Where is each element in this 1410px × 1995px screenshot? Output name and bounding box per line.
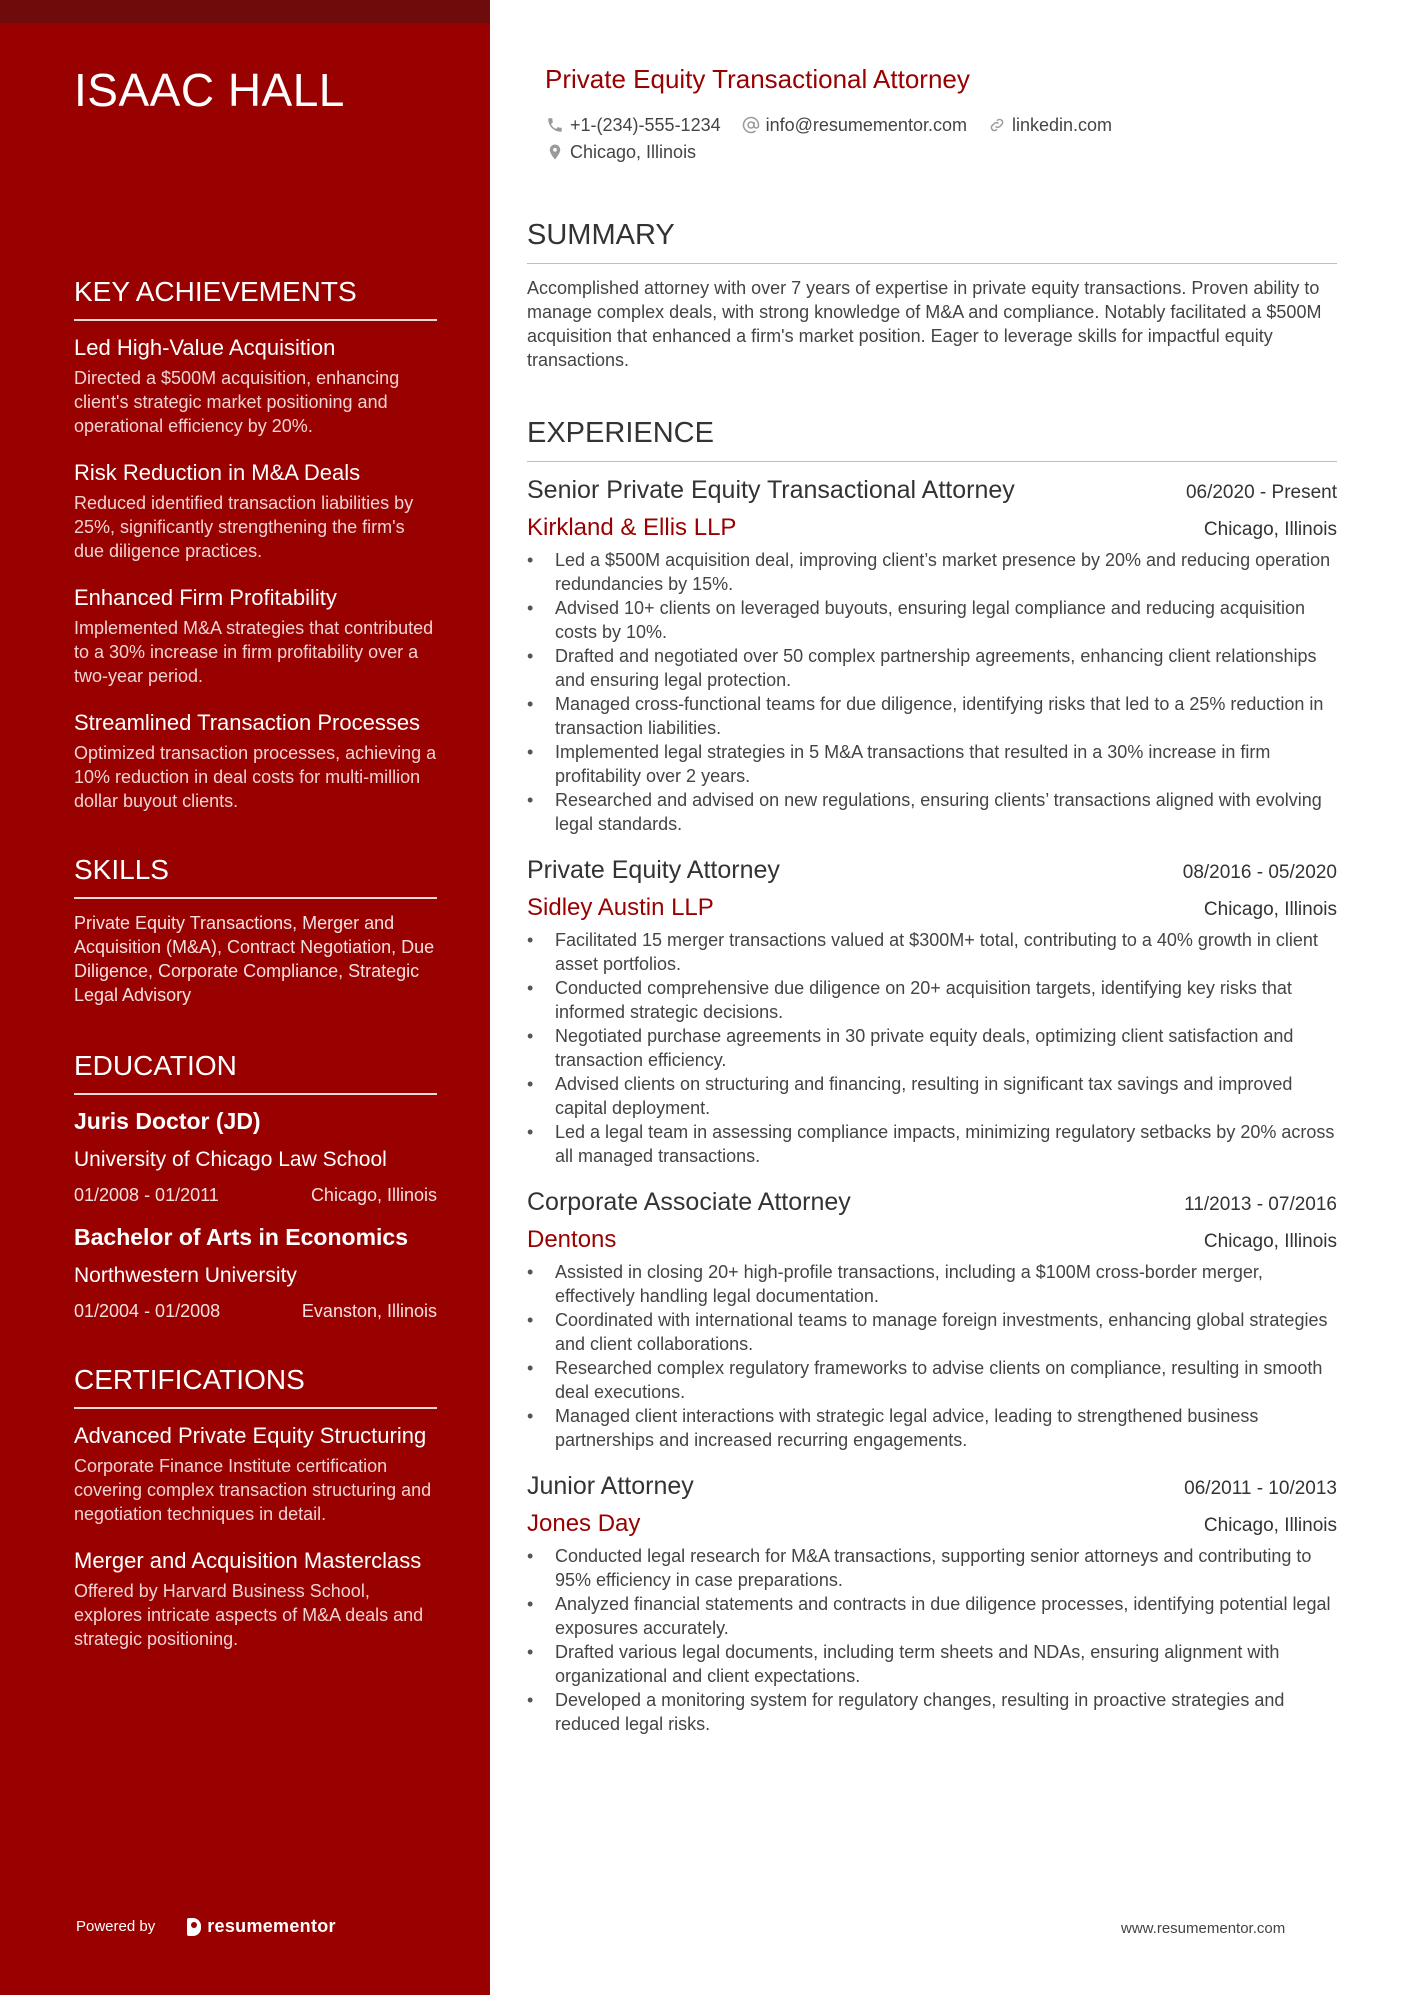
skills-section — [74, 853, 437, 1007]
achievement-item — [74, 458, 437, 563]
contact-email[interactable] — [741, 115, 967, 136]
linkedin-text: linkedin.com — [1011, 114, 1113, 135]
edu-school: University of Chicago Law School — [74, 1148, 387, 1171]
sidebar — [0, 0, 490, 1995]
job-bullet: • Facilitated 15 merger transactions valued at $300M+ total, contributing to a 40% growth in client asset portfolios. — [527, 928, 1337, 976]
job-bullet: • Researched complex regulatory frameworks to advise clients on compliance, resulting in smooth deal executions. — [527, 1356, 1337, 1404]
experience-section — [527, 416, 1337, 1736]
achievement-title: Streamlined Transaction Processes — [74, 710, 421, 735]
certifications-section — [74, 1363, 437, 1651]
job-location: Chicago, Illinois — [1203, 519, 1337, 540]
link-icon — [987, 115, 1007, 135]
job-company: Sidley Austin LLP — [527, 894, 714, 921]
job-company: Kirkland & Ellis LLP — [527, 514, 737, 541]
job-bullet: • Led a legal team in assessing compliance impacts, minimizing regulatory setbacks by 20% across all managed transactions. — [527, 1120, 1337, 1168]
at-sign-icon — [741, 115, 761, 135]
job-bullet: • Led a $500M acquisition deal, improving client’s market presence by 20% and reducing operation redundancies by 15%. — [527, 548, 1337, 596]
education-title: EDUCATION — [74, 1049, 437, 1095]
achievements-section — [74, 275, 437, 813]
edu-dates: 01/2004 - 01/2008 — [74, 1301, 221, 1321]
phone-icon — [545, 115, 565, 135]
edu-meta — [74, 1183, 437, 1207]
job-location: Chicago, Illinois — [1203, 1515, 1337, 1536]
job-dates: 08/2016 - 05/2020 — [1182, 862, 1337, 883]
certification-desc: Corporate Finance Institute certification covering complex transaction structuring and negotiation techniques in detail. — [74, 1456, 432, 1524]
job-dates: 06/2020 - Present — [1185, 482, 1337, 503]
experience-title: EXPERIENCE — [527, 416, 1337, 462]
job-bullet: • Managed cross-functional teams for due diligence, identifying risks that led to a 25% reduction in transaction liabilities. — [527, 692, 1337, 740]
certification-item — [74, 1421, 437, 1526]
job-company: Jones Day — [527, 1510, 641, 1537]
powered-by — [76, 1916, 336, 1937]
job-bullet: • Implemented legal strategies in 5 M&A transactions that resulted in a 30% increase in firm profitability over 2 years. — [527, 740, 1337, 788]
edu-degree: Bachelor of Arts in Economics — [74, 1224, 408, 1250]
job-bullet: • Analyzed financial statements and contracts in due diligence processes, identifying potential legal exposures accurately. — [527, 1592, 1337, 1640]
certification-title: Advanced Private Equity Structuring — [74, 1423, 427, 1448]
edu-school: Northwestern University — [74, 1264, 297, 1287]
skills-title: SKILLS — [74, 853, 437, 899]
job-bullet: • Developed a monitoring system for regulatory changes, resulting in proactive strategies and reduced legal risks. — [527, 1688, 1337, 1736]
certifications-title: CERTIFICATIONS — [74, 1363, 437, 1409]
job-bullet: • Assisted in closing 20+ high-profile transactions, including a $100M cross-border merger, effectively handling legal documentation. — [527, 1260, 1337, 1308]
job-bullet: • Drafted and negotiated over 50 complex partnership agreements, enhancing client relationships and ensuring legal protection. — [527, 644, 1337, 692]
education-section — [74, 1049, 437, 1323]
contact-info — [545, 112, 1335, 166]
footer-url[interactable]: www.resumementor.com — [1121, 1920, 1286, 1937]
experience-item — [527, 854, 1337, 1168]
edu-degree: Juris Doctor (JD) — [74, 1108, 261, 1134]
achievement-desc: Reduced identified transaction liabilities by 25%, significantly strengthening the firm's due diligence practices. — [74, 493, 414, 561]
summary-text: Accomplished attorney with over 7 years of expertise in private equity transactions. Proven ability to manage complex deals, with strong knowledge of M&A and compliance. Notably facilitated a $500M acquisition that enhanced a firm's market position. Eager to leverage skills for impactful equity transactions. — [527, 278, 1322, 370]
job-bullet: • Researched and advised on new regulations, ensuring clients’ transactions aligned with evolving legal standards. — [527, 788, 1337, 836]
job-bullet: • Negotiated purchase agreements in 30 private equity deals, optimizing client satisfaction and transaction efficiency. — [527, 1024, 1337, 1072]
job-bullets — [527, 548, 1337, 836]
summary-section — [527, 218, 1337, 372]
edu-location: Evanston, Illinois — [301, 1301, 437, 1321]
job-dates: 11/2013 - 07/2016 — [1184, 1194, 1337, 1215]
job-location: Chicago, Illinois — [1203, 1231, 1337, 1252]
job-bullet: • Advised clients on structuring and financing, resulting in significant tax savings and improved capital deployment. — [527, 1072, 1337, 1120]
location-text: Chicago, Illinois — [570, 141, 697, 162]
location-pin-icon — [545, 142, 565, 162]
contact-linkedin[interactable] — [987, 115, 1112, 136]
edu-dates: 01/2008 - 01/2011 — [74, 1185, 219, 1205]
sidebar-top-strip — [0, 0, 490, 23]
achievement-desc: Optimized transaction processes, achieving a 10% reduction in deal costs for multi-million dollar buyout clients. — [74, 743, 437, 811]
experience-item — [527, 474, 1337, 836]
achievement-item — [74, 583, 437, 688]
job-bullet: • Managed client interactions with strategic legal advice, leading to strengthened business partnerships and increased recurring engagements. — [527, 1404, 1337, 1452]
email-text: info@resumementor.com — [765, 114, 967, 135]
achievement-title: Enhanced Firm Profitability — [74, 585, 337, 610]
contact-phone[interactable] — [545, 115, 721, 136]
job-location: Chicago, Illinois — [1203, 899, 1337, 920]
job-bullet: • Advised 10+ clients on leveraged buyouts, ensuring legal compliance and reducing acquisition costs by 10%. — [527, 596, 1337, 644]
brand-mark-icon — [187, 1918, 201, 1936]
achievements-title: KEY ACHIEVEMENTS — [74, 275, 437, 321]
certification-item — [74, 1546, 437, 1651]
job-role: Senior Private Equity Transactional Attorney — [527, 476, 1015, 504]
job-bullet: • Drafted various legal documents, including term sheets and NDAs, ensuring alignment with organizational and client expectations. — [527, 1640, 1337, 1688]
job-role: Junior Attorney — [527, 1472, 694, 1500]
achievement-desc: Directed a $500M acquisition, enhancing client's strategic market positioning and operational efficiency by 20%. — [74, 368, 400, 436]
achievement-desc: Implemented M&A strategies that contributed to a 30% increase in firm profitability over a two-year period. — [74, 618, 434, 686]
experience-item — [527, 1186, 1337, 1452]
certification-title: Merger and Acquisition Masterclass — [74, 1548, 422, 1573]
job-bullets — [527, 1544, 1337, 1736]
job-role: Private Equity Attorney — [527, 856, 780, 884]
job-title: Private Equity Transactional Attorney — [545, 64, 970, 94]
achievement-item — [74, 708, 437, 813]
job-bullet: • Conducted comprehensive due diligence on 20+ acquisition targets, identifying key risks that informed strategic decisions. — [527, 976, 1337, 1024]
summary-title: SUMMARY — [527, 218, 1337, 264]
edu-meta — [74, 1299, 437, 1323]
job-bullet: • Coordinated with international teams to manage foreign investments, enhancing global strategies and client collaborations. — [527, 1308, 1337, 1356]
candidate-name: ISAAC HALL — [74, 64, 345, 116]
certification-desc: Offered by Harvard Business School, explores intricate aspects of M&A deals and strategic positioning. — [74, 1581, 424, 1649]
phone-text: +1-(234)-555-1234 — [570, 114, 721, 135]
skills-text: Private Equity Transactions, Merger and Acquisition (M&A), Contract Negotiation, Due Diligence, Corporate Compliance, Strategic Legal Advisory — [74, 913, 435, 1005]
achievement-item — [74, 333, 437, 438]
job-bullet: • Conducted legal research for M&A transactions, supporting senior attorneys and contributing to 95% efficiency in case preparations. — [527, 1544, 1337, 1592]
powered-by-label: Powered by — [76, 1918, 156, 1935]
job-bullets — [527, 1260, 1337, 1452]
edu-location: Chicago, Illinois — [310, 1185, 437, 1205]
achievement-title: Led High-Value Acquisition — [74, 335, 336, 360]
job-role: Corporate Associate Attorney — [527, 1188, 851, 1216]
job-company: Dentons — [527, 1226, 617, 1253]
job-dates: 06/2011 - 10/2013 — [1184, 1478, 1337, 1499]
contact-location — [545, 142, 696, 163]
achievement-title: Risk Reduction in M&A Deals — [74, 460, 361, 485]
brand-logo[interactable] — [187, 1916, 336, 1937]
brand-name: resumementor — [207, 1916, 336, 1936]
experience-item — [527, 1470, 1337, 1736]
job-bullets — [527, 928, 1337, 1168]
